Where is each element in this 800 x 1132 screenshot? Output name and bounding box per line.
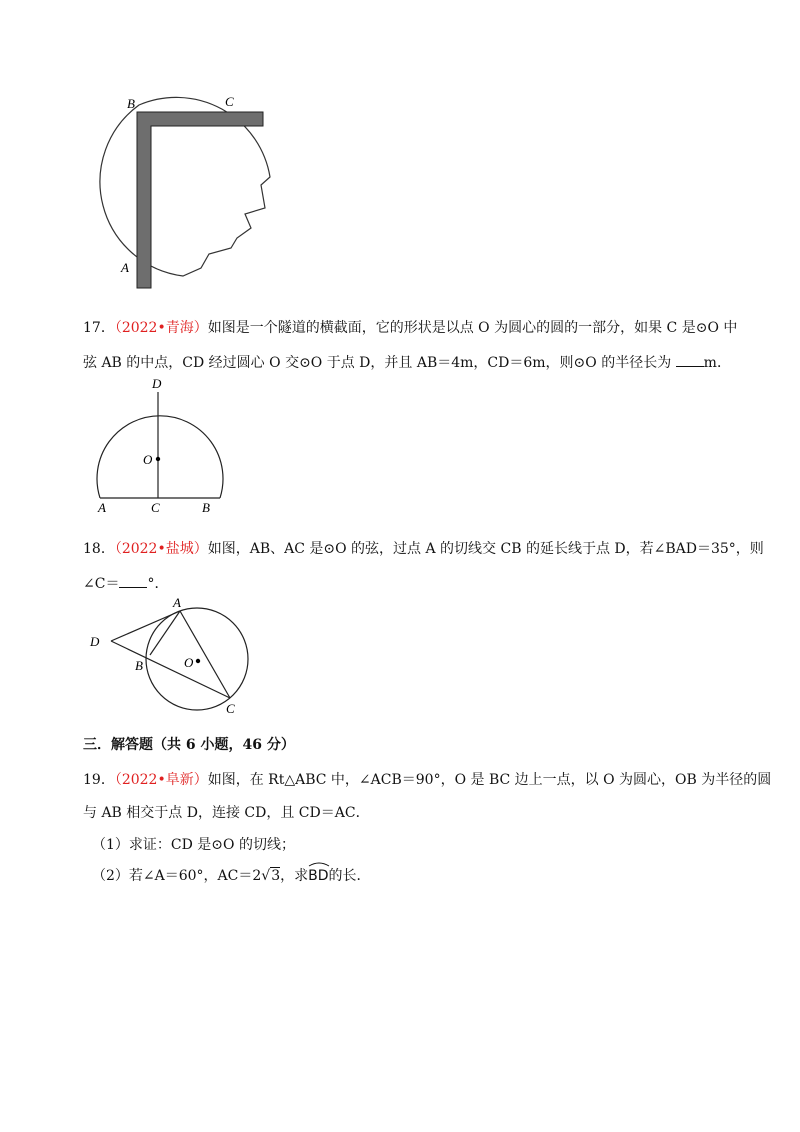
tunnel-cross-section — [97, 416, 223, 498]
figure-q17 — [85, 375, 235, 515]
q17-number: 17． — [83, 320, 115, 336]
q19-part2-text-b: ，求 — [280, 868, 309, 884]
q17-text-1: 如图是一个隧道的横截面，它的形状是以点 O 为圆心的圆的一部分，如果 C 是⊙O 中 — [207, 320, 738, 336]
label-c: C — [226, 701, 235, 716]
label-c: C — [151, 500, 160, 515]
circle-o — [146, 608, 248, 710]
center-o-dot — [196, 659, 200, 663]
figure-q16 — [85, 90, 285, 295]
label-o: O — [184, 655, 194, 670]
q19-text-1: 如图，在 Rt△ABC 中，∠ACB＝90°，O 是 BC 边上一点，以 O 为圆心，OB 为半径的圆 — [207, 772, 772, 788]
q19-source: （2022•阜新） — [114, 772, 208, 788]
q17-line2 — [83, 352, 731, 373]
label-a: A — [121, 260, 129, 275]
l-shaped-bar — [137, 112, 263, 288]
label-b: B — [202, 500, 210, 515]
q19-part1: （1）求证：CD 是⊙O 的切线； — [92, 837, 295, 853]
q18-source: （2022•盐城） — [114, 541, 208, 557]
label-c: C — [225, 94, 234, 109]
label-o: O — [143, 452, 153, 467]
arc-mark — [308, 861, 330, 867]
q19-part2-text-c: 的长． — [328, 868, 371, 884]
arc-bd-label: BD — [308, 868, 329, 884]
q17-answer-blank[interactable] — [676, 352, 704, 367]
label-a: A — [173, 595, 181, 610]
q19-line2: 与 AB 相交于点 D，连接 CD，且 CD＝AC． — [83, 805, 370, 821]
line-dc — [111, 641, 230, 698]
figure-q18 — [85, 595, 255, 720]
section-3-title: 三．解答题（共 6 小题，46 分） — [83, 737, 295, 753]
label-b: B — [135, 658, 143, 673]
q17-text-2b: m． — [703, 355, 731, 371]
center-o-dot — [156, 457, 160, 461]
label-a: A — [98, 500, 106, 515]
q18-text-1: 如图，AB、AC 是⊙O 的弦，过点 A 的切线交 CB 的延长线于点 D，若∠BAD＝35°，则 — [207, 541, 764, 557]
q19-part2-text-a: （2）若∠A＝60°，AC＝2 — [92, 868, 262, 884]
q19-number: 19． — [83, 772, 115, 788]
q18-line1 — [83, 539, 764, 559]
sqrt-symbol: √ — [261, 868, 271, 884]
q18-number: 18． — [83, 541, 115, 557]
q19-line1 — [83, 770, 771, 790]
q17-source: （2022•青海） — [114, 320, 208, 336]
q19-part2 — [92, 866, 371, 886]
q18-text-2b: °． — [147, 576, 169, 592]
q18-line2 — [83, 573, 168, 594]
q17-line1 — [83, 318, 737, 338]
label-d: D — [90, 634, 100, 649]
label-b: B — [127, 96, 135, 111]
sqrt-radicand: 3 — [271, 868, 281, 884]
q18-text-2a: ∠C＝ — [83, 576, 120, 592]
q17-text-2a: 弦 AB 的中点，CD 经过圆心 O 交⊙O 于点 D，并且 AB＝4m，CD＝6m，则⊙O 的半径长为 — [83, 355, 672, 371]
arc-bd — [308, 866, 328, 886]
q18-answer-blank[interactable] — [119, 573, 147, 588]
label-d: D — [152, 376, 162, 391]
